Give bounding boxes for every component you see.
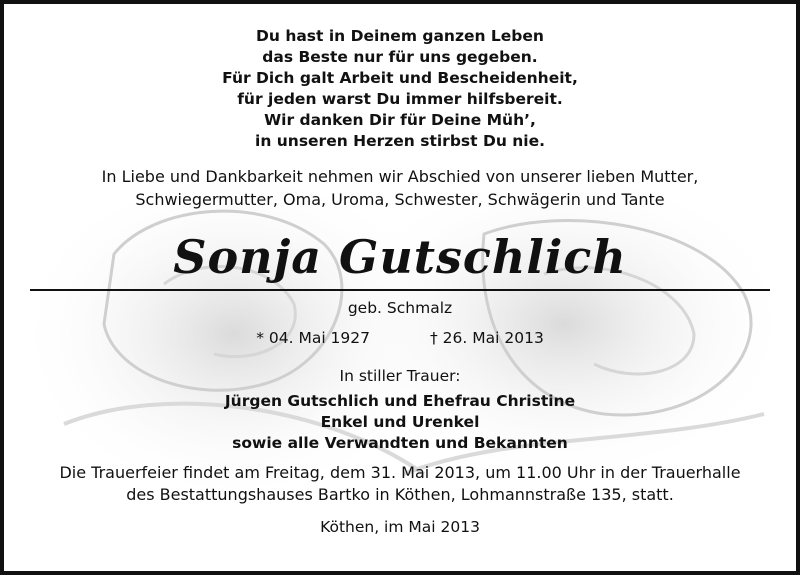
service-line: des Bestattungshauses Bartko in Köthen, Lohmannstraße 135, statt. <box>126 485 674 504</box>
poem-line: Du hast in Deinem ganzen Leben <box>256 27 544 45</box>
funeral-service-info <box>4 462 796 506</box>
notice-content <box>4 4 796 538</box>
mourners-list <box>4 391 796 454</box>
birth-date: * 04. Mai 1927 <box>256 329 370 347</box>
poem-line: für jeden warst Du immer hilfsbereit. <box>237 90 563 108</box>
poem <box>4 4 796 152</box>
name-divider <box>30 289 770 291</box>
intro-line: In Liebe und Dankbarkeit nehmen wir Abschied von unserer lieben Mutter, <box>101 167 699 186</box>
life-dates <box>4 327 796 349</box>
poem-line: Wir danken Dir für Deine Müh’, <box>264 111 536 129</box>
mourner-line: Jürgen Gutschlich und Ehefrau Christine <box>224 392 576 410</box>
intro-line: Schwiegermutter, Oma, Uroma, Schwester, Schwägerin und Tante <box>135 190 665 209</box>
mourner-line: sowie alle Verwandten und Bekannten <box>232 434 568 452</box>
maiden-name: geb. Schmalz <box>347 299 453 317</box>
poem-line: das Beste nur für uns gegeben. <box>262 48 538 66</box>
mourning-label: In stiller Trauer: <box>339 367 461 385</box>
poem-line: in unseren Herzen stirbst Du nie. <box>255 132 545 150</box>
service-line: Die Trauerfeier findet am Freitag, dem 31. Mai 2013, um 11.00 Uhr in der Trauerhalle <box>59 463 741 482</box>
place-and-date: Köthen, im Mai 2013 <box>320 518 480 536</box>
farewell-intro <box>4 165 796 211</box>
death-date: † 26. Mai 2013 <box>430 329 544 347</box>
mourner-line: Enkel und Urenkel <box>320 413 480 431</box>
deceased-name: Sonja Gutschlich <box>173 230 627 284</box>
poem-line: Für Dich galt Arbeit und Bescheidenheit, <box>222 69 578 87</box>
